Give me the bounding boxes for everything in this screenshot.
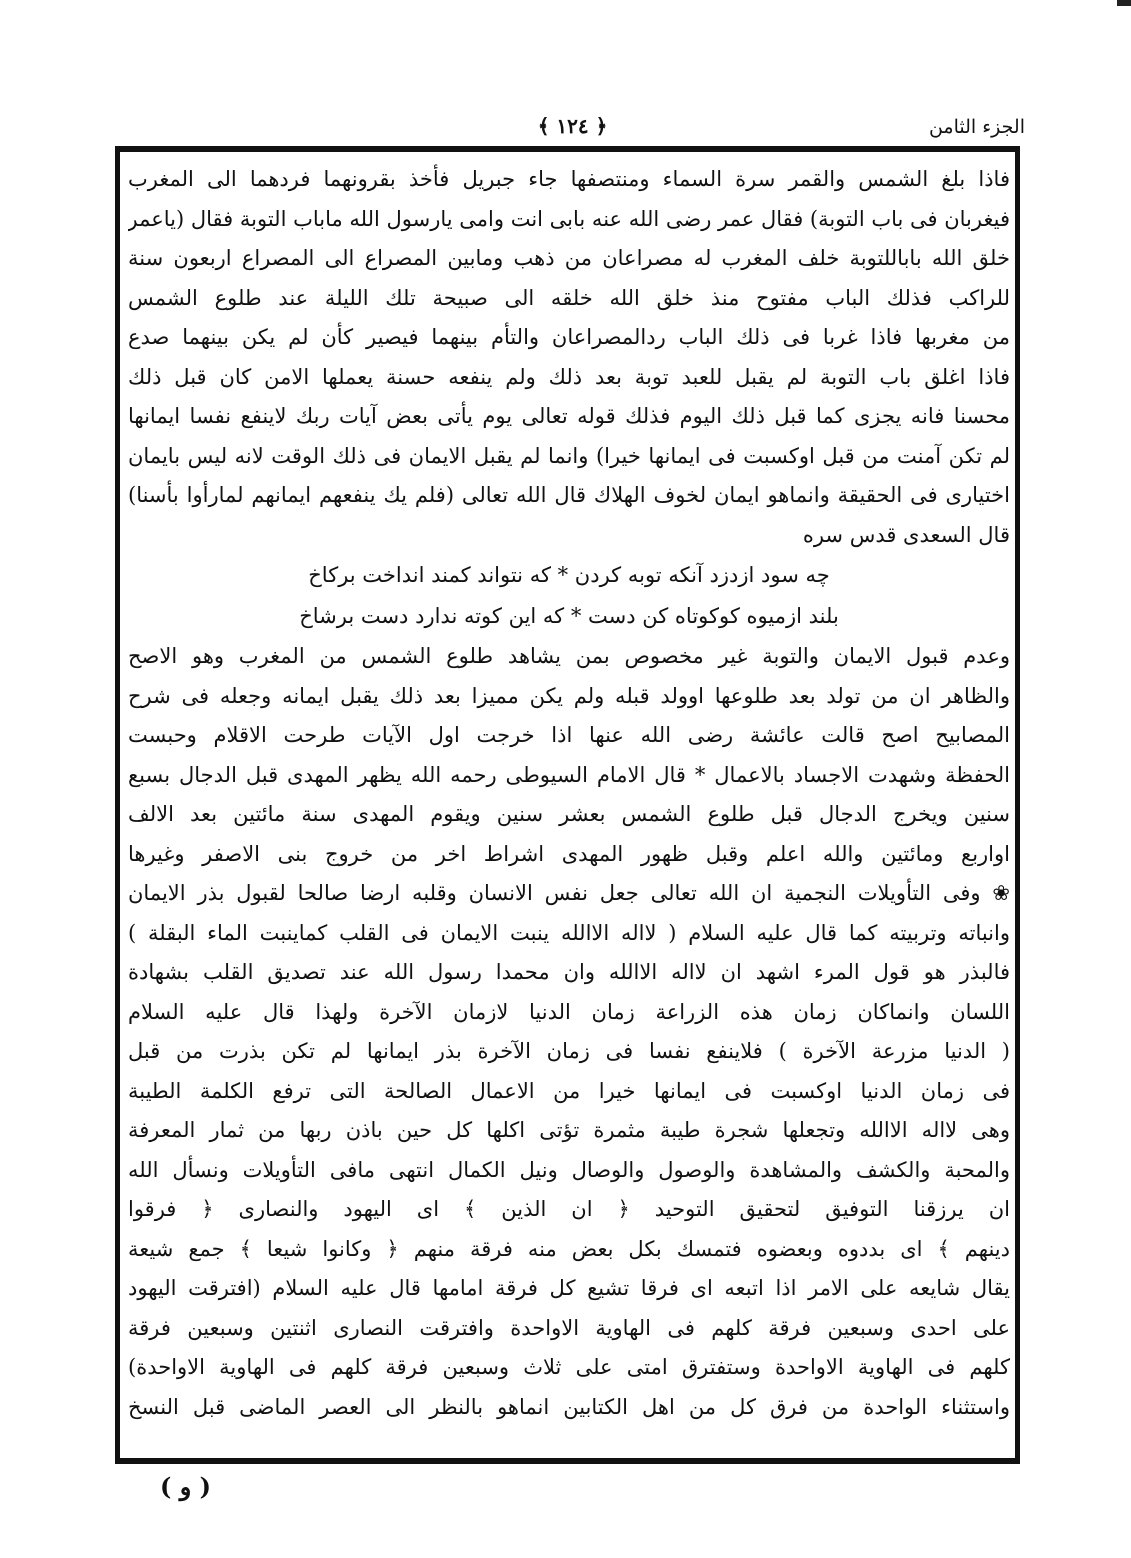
text-line: للراكب فذلك الباب مفتوح منذ خلق الله خلقه الى صبيحة تلك الليلة عند طلوع الشمس <box>128 285 1010 310</box>
text-line: والظاهر ان من تولد بعد طلوعها اوولد قبله ولم يكن مميزا بعد ذلك يقبل ايمانه وجعله فى شرح <box>128 683 1010 708</box>
text-line: وعدم قبول الايمان والتوبة غير مخصوص بمن يشاهد طلوع الشمس من المغرب وهو الاصح <box>128 644 1010 668</box>
text-line: ان يرزقنا التوفيق لتحقيق التوحيد ﴿ ان الذين ﴾ اى اليهود والنصارى ﴿ فرقوا <box>128 1197 1010 1221</box>
verse-line: بلند ازميوه كوكوتاه كن دست * كه اين كوته ندارد دست برشاخ <box>299 604 839 628</box>
text-line: وانباته وتربيته كما قال عليه السلام ( لااله الاالله ينبت الايمان فى القلب كماينبت الماء البقلة ) <box>128 920 1010 945</box>
page-header <box>120 112 1025 146</box>
text-line: واستثناء الواحدة من فرق كل من اهل الكتابين انماهو بالنظر الى العصر الماضى قبل النسخ <box>128 1394 1010 1419</box>
text-line: اللسان وانماكان زمان هذه الزراعة زمان الدنيا لازمان الآخرة ولهذا قال عليه السلام <box>128 999 1010 1024</box>
verse-line: چه سود ازدزد آنكه توبه كردن * كه نتواند كمند انداخت بركاخ <box>308 563 830 587</box>
part-label: الجزء الثامن <box>928 116 1025 138</box>
text-line: كلهم فى الهاوية الاواحدة وستفترق امتى على ثلاث وسبعين فرقة كلهم فى الهاوية الاواحدة) <box>128 1355 1010 1379</box>
text-line: فاذا بلغ الشمس والقمر سرة السماء ومنتصفها جاء جبريل فأخذ بقرونهما فردهما الى المغرب <box>128 167 1010 191</box>
page-number: ﴿ ١٢٤ ﴾ <box>537 114 608 138</box>
signature-mark: ( و ) <box>160 1472 212 1501</box>
text-line: ( الدنيا مزرعة الآخرة ) فلاينفع نفسا فى زمان الآخرة بذر ايمانها لم تكن بذرت من قبل <box>128 1039 1010 1063</box>
text-line: قال السعدى قدس سره <box>802 522 1010 547</box>
text-line: فاذا اغلق باب التوبة لم يقبل للعبد توبة بعد ذلك ولم ينفعه حسنة يعملها الامن كان قبل ذلك <box>128 364 1010 389</box>
text-line: محسنا فانه يجزى كما قبل ذلك اليوم فذلك قوله تعالى يوم يأتى بعض آيات ربك لاينفع نفسا ايمانها <box>128 404 1010 428</box>
text-line: المصابيح اصح قالت عائشة رضى الله عنها اذا خرجت اول الآيات طرحت الاقلام وحبست <box>128 723 1010 747</box>
text-line: فى زمان الدنيا اوكسبت فى ايمانها خيرا من الاعمال الصالحة التى ترفع الكلمة الطيبة <box>128 1078 1010 1103</box>
text-line: وهى لااله الاالله وتجعلها شجرة طيبة مثمرة تؤتى اكلها كل حين باذن ربها من ثمار المعرفة <box>128 1118 1010 1142</box>
scan-mark <box>1117 0 1131 6</box>
text-line: والمحبة والكشف والمشاهدة والوصول والوصال ونيل الكمال انتهى مافى التأويلات ونسأل الله <box>128 1157 1010 1182</box>
text-line: اختيارى فى الحقيقة وانماهو ايمان لخوف الهلاك قال الله تعالى (فلم يك ينفعهم ايمانهم لمارأوا بأسنا) <box>128 483 1010 507</box>
text-line: دينهم ﴾ اى بددوه وبعضوه فتمسك بكل بعض منه فرقة منهم ﴿ وكانوا شيعا ﴾ جمع شيعة <box>128 1236 1010 1261</box>
text-line: اواربع ومائتين والله اعلم وقبل ظهور المهدى اشراط اخر من خروج بنى الاصفر وغيرها <box>128 841 1010 866</box>
page-body <box>128 160 1010 1427</box>
text-line: على احدى وسبعين فرقة كلهم فى الهاوية الاواحدة وافترقت النصارى اثنتين وسبعين فرقة <box>128 1315 1010 1340</box>
text-line: الحفظة وشهدت الاجساد بالاعمال * قال الامام السيوطى رحمه الله يظهر المهدى قبل الدجال بسبع <box>128 762 1010 787</box>
text-line: فالبذر هو قول المرء اشهد ان لااله الاالله وان محمدا رسول الله عند تصديق القلب بشهادة <box>128 960 1010 984</box>
text-line: من مغربها فاذا غربا فى ذلك الباب ردالمصراعان والتأم بينهما فيصير كأن لم يكن بينهما صدع <box>128 325 1010 349</box>
text-line: فيغربان فى باب التوبة) فقال عمر رضى الله عنه بابى انت وامى يارسول الله ماباب التوبة فقال (ياعمر <box>128 206 1010 231</box>
text-line: خلق الله باباللتوبة خلف المغرب له مصراعان من ذهب ومابين المصراع الى المصراع اربعون سنة <box>128 246 1010 270</box>
text-line: لم تكن آمنت من قبل اوكسبت فى ايمانها خيرا) وانما لم يقبل الايمان فى ذلك الوقت لانه ليس بايمان <box>128 443 1010 468</box>
text-line: سنين ويخرج الدجال قبل طلوع الشمس بعشر سنين ويقوم المهدى سنة مائتين بعد الالف <box>128 802 1010 826</box>
text-line: ❀ وفى التأويلات النجمية ان الله تعالى جعل نفس الانسان وقلبه ارضا صالحا لقبول بذر الايمان <box>128 881 1010 905</box>
text-line: يقال شايعه على الامر اذا اتبعه اى فرقا تشيع كل فرقة امامها قال عليه السلام (افترقت اليهود <box>128 1276 1010 1300</box>
